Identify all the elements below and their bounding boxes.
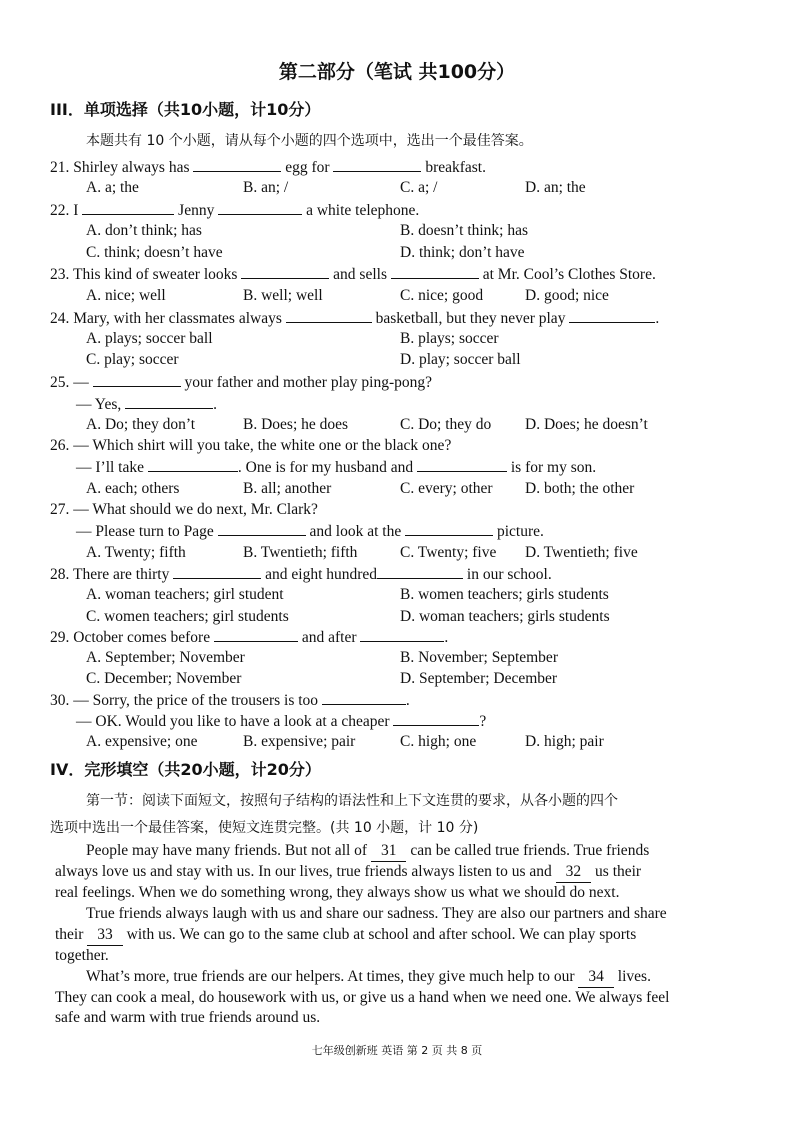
- question-text: .: [213, 396, 217, 413]
- answer-blank: [286, 308, 372, 323]
- section-heading: III．单项选择（共10小题，计10分）: [50, 100, 321, 119]
- option-d: D. September; December: [400, 670, 558, 687]
- option-b: B. well; well: [243, 287, 323, 304]
- blank-number: 33: [87, 925, 123, 946]
- option-b: B. plays; soccer: [400, 330, 499, 347]
- section-heading: IV．完形填空（共20小题，计20分）: [50, 760, 321, 779]
- question-text: 25. —: [50, 374, 89, 391]
- option-a: A. plays; soccer ball: [86, 330, 213, 347]
- question-text: Jenny: [178, 202, 215, 219]
- passage-text: What’s more, true friends are our helpers. At times, they give much help to our: [86, 968, 575, 985]
- question-text: .: [405, 692, 410, 709]
- passage-line: together.: [55, 947, 109, 964]
- option-c: C. Do; they do: [400, 416, 492, 433]
- question-text: 24. Mary, with her classmates always: [50, 310, 282, 327]
- option-d: D. woman teachers; girls students: [400, 608, 610, 625]
- option-c: C. December; November: [86, 670, 242, 687]
- option-d: D. Does; he doesn’t: [525, 416, 648, 433]
- question-24: [50, 308, 659, 329]
- question-text: 23. This kind of sweater looks: [50, 266, 238, 283]
- question-27: 27. — What should we do next, Mr. Clark?: [50, 501, 318, 518]
- question-text: . One is for my husband and: [237, 459, 414, 476]
- question-text: and eight hundred: [265, 566, 378, 583]
- question-text: in our school.: [466, 566, 552, 583]
- passage-text: with us. We can go to the same club at school and after school. We can play sports: [126, 926, 637, 943]
- answer-blank: [214, 627, 298, 642]
- option-d: D. think; don’t have: [400, 244, 525, 261]
- answer-blank: [405, 521, 493, 536]
- question-25: [50, 372, 432, 393]
- question-29: [50, 627, 448, 648]
- passage-line: They can cook a meal, do housework with us, or give us a hand when we need one. We always feel: [55, 989, 670, 1006]
- question-text: — Please turn to Page: [76, 523, 214, 540]
- section-instruction: 第一节：阅读下面短文，按照句子结构的语法性和上下文连贯的要求，从各小题的四个: [86, 793, 618, 809]
- passage-text: can be called true friends. True friends: [410, 842, 650, 859]
- option-b: B. all; another: [243, 480, 332, 497]
- option-a: A. Do; they don’t: [86, 416, 196, 433]
- answer-blank: [218, 200, 302, 215]
- answer-blank: [241, 264, 329, 279]
- question-text: picture.: [496, 523, 544, 540]
- option-c: C. think; doesn’t have: [86, 244, 223, 261]
- option-d: D. play; soccer ball: [400, 351, 521, 368]
- option-c: C. high; one: [400, 733, 477, 750]
- answer-blank: [417, 457, 507, 472]
- answer-blank: [391, 264, 479, 279]
- option-a: A. each; others: [86, 480, 180, 497]
- page-footer: 七年级创新班 英语 第 2 页 共 8 页: [311, 1044, 483, 1057]
- option-a: A. Twenty; fifth: [86, 544, 186, 561]
- passage-line: [55, 925, 636, 946]
- question-text: 22. I: [50, 202, 79, 219]
- answer-blank: [333, 157, 421, 172]
- question-text: 21. Shirley always has: [50, 159, 190, 176]
- question-text: 30. — Sorry, the price of the trousers is too: [50, 692, 319, 709]
- option-a: A. expensive; one: [86, 733, 198, 750]
- question-text: — Yes,: [76, 396, 122, 413]
- option-d: D. Twentieth; five: [525, 544, 638, 561]
- passage-text: People may have many friends. But not all of: [86, 842, 368, 859]
- question-text: .: [655, 310, 660, 327]
- option-c: C. women teachers; girl students: [86, 608, 289, 625]
- option-d: D. good; nice: [525, 287, 609, 304]
- option-c: C. every; other: [400, 480, 493, 497]
- question-text: .: [444, 629, 449, 646]
- passage-line: [86, 841, 649, 862]
- question-text: 28. There are thirty: [50, 566, 170, 583]
- passage-text: always love us and stay with us. In our lives, true friends always listen to us and: [55, 863, 552, 880]
- option-b: B. an; /: [243, 179, 289, 196]
- question-22: [50, 200, 419, 221]
- passage-text: lives.: [617, 968, 651, 985]
- page-title: 第二部分（笔试 共100分）: [278, 61, 516, 83]
- option-b: B. Twentieth; fifth: [243, 544, 358, 561]
- section-instruction: 选项中选出一个最佳答案，使短文连贯完整。(共 10 小题，计 10 分): [50, 820, 479, 836]
- answer-blank: [82, 200, 174, 215]
- question-text: and look at the: [309, 523, 402, 540]
- answer-blank: [218, 521, 306, 536]
- question-26-reply: [76, 457, 596, 478]
- answer-blank: [93, 372, 181, 387]
- blank-number: 32: [556, 862, 592, 883]
- option-b: B. Does; he does: [243, 416, 349, 433]
- option-d: D. both; the other: [525, 480, 635, 497]
- question-text: at Mr. Cool’s Clothes Store.: [482, 266, 656, 283]
- answer-blank: [360, 627, 444, 642]
- passage-line: safe and warm with true friends around us.: [55, 1009, 321, 1026]
- option-b: B. November; September: [400, 649, 558, 666]
- question-text: — I’ll take: [76, 459, 145, 476]
- option-a: A. September; November: [86, 649, 245, 666]
- question-text: is for my son.: [510, 459, 597, 476]
- passage-line: [55, 862, 641, 883]
- option-d: D. an; the: [525, 179, 586, 196]
- question-text: ?: [479, 713, 487, 730]
- option-c: C. a; /: [400, 179, 438, 196]
- question-text: 29. October comes before: [50, 629, 211, 646]
- section-instruction: 本题共有 10 个小题，请从每个小题的四个选项中，选出一个最佳答案。: [86, 133, 533, 149]
- question-26: 26. — Which shirt will you take, the white one or the black one?: [50, 437, 452, 454]
- question-30-reply: [76, 711, 486, 732]
- answer-blank: [322, 690, 406, 705]
- option-c: C. play; soccer: [86, 351, 179, 368]
- option-b: B. doesn’t think; has: [400, 222, 529, 239]
- question-28: [50, 564, 552, 585]
- option-c: C. Twenty; five: [400, 544, 497, 561]
- answer-blank: [173, 564, 261, 579]
- question-text: a white telephone.: [306, 202, 420, 219]
- answer-blank: [125, 394, 213, 409]
- question-text: and after: [301, 629, 357, 646]
- option-a: A. nice; well: [86, 287, 166, 304]
- question-text: basketball, but they never play: [375, 310, 566, 327]
- passage-text: their: [55, 926, 84, 943]
- passage-line: real feelings. When we do something wrong, they always show us what we should do next.: [55, 884, 620, 901]
- option-c: C. nice; good: [400, 287, 484, 304]
- blank-number: 34: [578, 967, 614, 988]
- question-27-reply: [76, 521, 544, 542]
- question-21: [50, 157, 486, 178]
- question-23: [50, 264, 656, 285]
- question-text: your father and mother play ping-pong?: [184, 374, 432, 391]
- answer-blank: [377, 564, 463, 579]
- option-a: A. a; the: [86, 179, 139, 196]
- passage-line: [86, 967, 651, 988]
- answer-blank: [393, 711, 479, 726]
- answer-blank: [148, 457, 238, 472]
- option-d: D. high; pair: [525, 733, 604, 750]
- passage-line: True friends always laugh with us and share our sadness. They are also our partners and share: [86, 905, 667, 922]
- answer-blank: [193, 157, 281, 172]
- answer-blank: [569, 308, 655, 323]
- option-b: B. women teachers; girls students: [400, 586, 609, 603]
- question-text: breakfast.: [425, 159, 486, 176]
- question-text: — OK. Would you like to have a look at a cheaper: [76, 713, 390, 730]
- question-25-reply: [76, 394, 217, 415]
- blank-number: 31: [371, 841, 407, 862]
- passage-text: us their: [595, 863, 642, 880]
- option-b: B. expensive; pair: [243, 733, 356, 750]
- question-30: [50, 690, 410, 711]
- question-text: and sells: [333, 266, 387, 283]
- option-a: A. woman teachers; girl student: [86, 586, 284, 603]
- option-a: A. don’t think; has: [86, 222, 202, 239]
- question-text: egg for: [285, 159, 330, 176]
